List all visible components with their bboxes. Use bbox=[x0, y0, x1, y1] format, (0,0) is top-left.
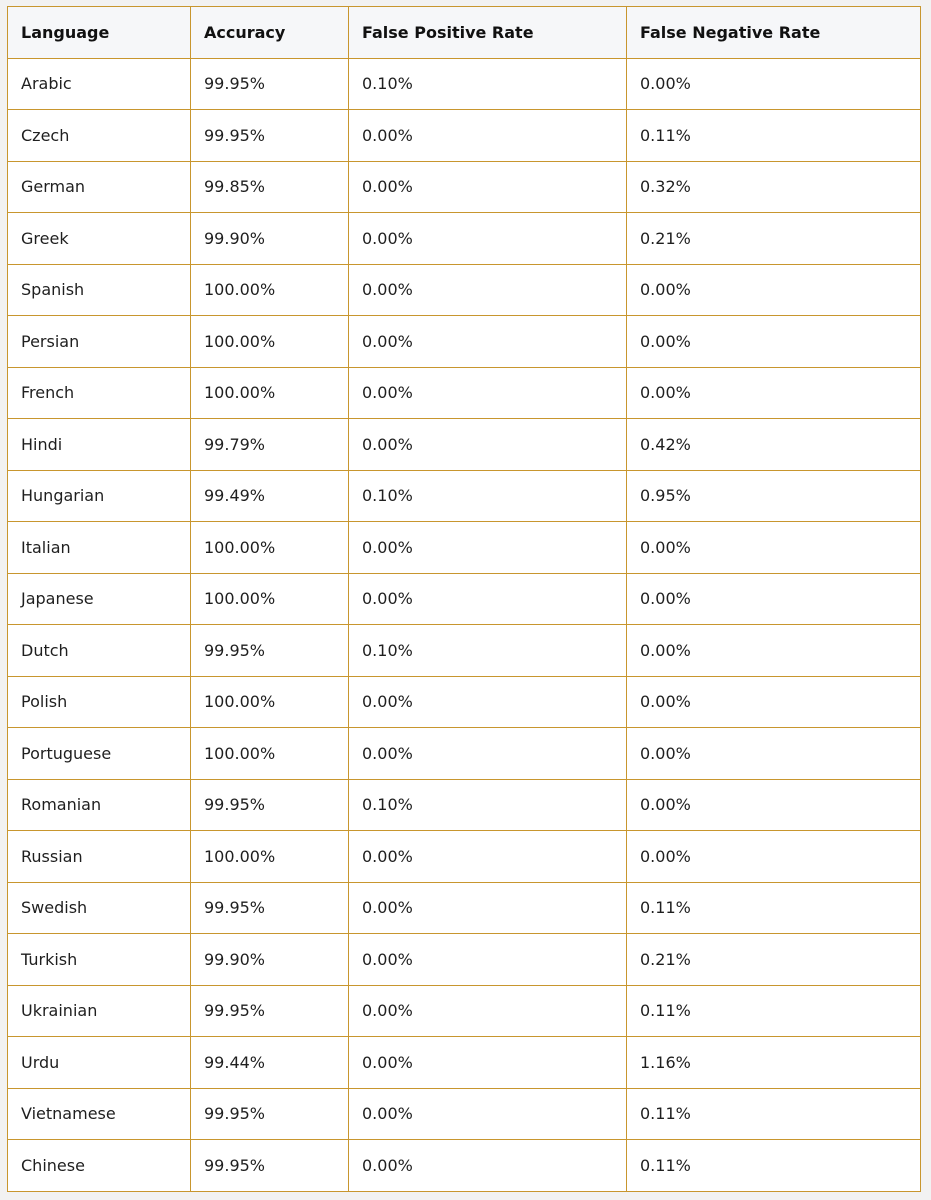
cell-false-negative-rate: 0.11% bbox=[627, 110, 921, 162]
cell-false-negative-rate: 0.11% bbox=[627, 1140, 921, 1192]
cell-false-positive-rate: 0.00% bbox=[349, 1140, 627, 1192]
table-row bbox=[8, 419, 921, 471]
cell-accuracy: 100.00% bbox=[191, 573, 349, 625]
cell-accuracy: 100.00% bbox=[191, 316, 349, 368]
cell-false-negative-rate: 0.00% bbox=[627, 779, 921, 831]
cell-false-positive-rate: 0.00% bbox=[349, 1088, 627, 1140]
cell-false-negative-rate: 0.00% bbox=[627, 58, 921, 110]
cell-false-negative-rate: 0.21% bbox=[627, 213, 921, 265]
cell-false-positive-rate: 0.00% bbox=[349, 522, 627, 574]
table-row bbox=[8, 573, 921, 625]
table-row bbox=[8, 110, 921, 162]
cell-false-negative-rate: 0.32% bbox=[627, 161, 921, 213]
cell-language: Turkish bbox=[8, 934, 191, 986]
cell-false-negative-rate: 0.95% bbox=[627, 470, 921, 522]
cell-language: Czech bbox=[8, 110, 191, 162]
cell-false-positive-rate: 0.00% bbox=[349, 728, 627, 780]
cell-language: Hindi bbox=[8, 419, 191, 471]
cell-false-negative-rate: 0.00% bbox=[627, 316, 921, 368]
cell-false-positive-rate: 0.00% bbox=[349, 1037, 627, 1089]
table-row bbox=[8, 625, 921, 677]
cell-accuracy: 99.95% bbox=[191, 985, 349, 1037]
cell-accuracy: 99.85% bbox=[191, 161, 349, 213]
table-row bbox=[8, 831, 921, 883]
cell-false-positive-rate: 0.00% bbox=[349, 573, 627, 625]
cell-language: Chinese bbox=[8, 1140, 191, 1192]
cell-false-positive-rate: 0.00% bbox=[349, 264, 627, 316]
header-false-positive-rate: False Positive Rate bbox=[349, 7, 627, 59]
cell-accuracy: 100.00% bbox=[191, 367, 349, 419]
table-row bbox=[8, 1037, 921, 1089]
cell-false-positive-rate: 0.00% bbox=[349, 831, 627, 883]
cell-false-positive-rate: 0.10% bbox=[349, 58, 627, 110]
cell-false-negative-rate: 0.00% bbox=[627, 676, 921, 728]
table-row bbox=[8, 161, 921, 213]
cell-language: Urdu bbox=[8, 1037, 191, 1089]
cell-false-positive-rate: 0.00% bbox=[349, 213, 627, 265]
cell-accuracy: 100.00% bbox=[191, 264, 349, 316]
results-table-container bbox=[7, 6, 920, 1192]
cell-language: Greek bbox=[8, 213, 191, 265]
cell-language: Ukrainian bbox=[8, 985, 191, 1037]
cell-false-negative-rate: 0.21% bbox=[627, 934, 921, 986]
cell-accuracy: 99.79% bbox=[191, 419, 349, 471]
table-row bbox=[8, 522, 921, 574]
cell-language: Vietnamese bbox=[8, 1088, 191, 1140]
cell-false-positive-rate: 0.00% bbox=[349, 985, 627, 1037]
cell-language: Portuguese bbox=[8, 728, 191, 780]
cell-false-negative-rate: 0.00% bbox=[627, 831, 921, 883]
cell-false-positive-rate: 0.00% bbox=[349, 316, 627, 368]
cell-false-negative-rate: 0.00% bbox=[627, 573, 921, 625]
cell-false-positive-rate: 0.00% bbox=[349, 419, 627, 471]
table-row bbox=[8, 779, 921, 831]
table-row bbox=[8, 58, 921, 110]
cell-false-negative-rate: 0.42% bbox=[627, 419, 921, 471]
cell-language: Swedish bbox=[8, 882, 191, 934]
table-row bbox=[8, 676, 921, 728]
table-row bbox=[8, 1088, 921, 1140]
cell-false-positive-rate: 0.00% bbox=[349, 367, 627, 419]
cell-language: German bbox=[8, 161, 191, 213]
header-accuracy: Accuracy bbox=[191, 7, 349, 59]
cell-accuracy: 99.90% bbox=[191, 934, 349, 986]
cell-accuracy: 99.95% bbox=[191, 110, 349, 162]
cell-false-positive-rate: 0.00% bbox=[349, 882, 627, 934]
table-header-row bbox=[8, 7, 921, 59]
cell-false-positive-rate: 0.00% bbox=[349, 161, 627, 213]
cell-false-positive-rate: 0.00% bbox=[349, 676, 627, 728]
cell-accuracy: 99.44% bbox=[191, 1037, 349, 1089]
table-row bbox=[8, 934, 921, 986]
table-row bbox=[8, 367, 921, 419]
table-row bbox=[8, 728, 921, 780]
cell-language: Hungarian bbox=[8, 470, 191, 522]
cell-false-positive-rate: 0.10% bbox=[349, 625, 627, 677]
cell-false-negative-rate: 0.00% bbox=[627, 367, 921, 419]
cell-language: Arabic bbox=[8, 58, 191, 110]
cell-language: Persian bbox=[8, 316, 191, 368]
cell-false-negative-rate: 0.00% bbox=[627, 625, 921, 677]
cell-accuracy: 100.00% bbox=[191, 831, 349, 883]
table-row bbox=[8, 470, 921, 522]
cell-accuracy: 99.95% bbox=[191, 779, 349, 831]
table-row bbox=[8, 985, 921, 1037]
language-metrics-table bbox=[7, 6, 921, 1192]
cell-language: Italian bbox=[8, 522, 191, 574]
cell-language: Romanian bbox=[8, 779, 191, 831]
cell-false-positive-rate: 0.10% bbox=[349, 779, 627, 831]
cell-false-negative-rate: 0.11% bbox=[627, 882, 921, 934]
cell-false-negative-rate: 0.00% bbox=[627, 728, 921, 780]
cell-false-negative-rate: 1.16% bbox=[627, 1037, 921, 1089]
cell-false-positive-rate: 0.10% bbox=[349, 470, 627, 522]
cell-accuracy: 100.00% bbox=[191, 728, 349, 780]
cell-false-negative-rate: 0.00% bbox=[627, 264, 921, 316]
cell-accuracy: 99.95% bbox=[191, 1140, 349, 1192]
cell-language: Russian bbox=[8, 831, 191, 883]
cell-false-negative-rate: 0.00% bbox=[627, 522, 921, 574]
cell-language: Dutch bbox=[8, 625, 191, 677]
table-row bbox=[8, 213, 921, 265]
cell-language: French bbox=[8, 367, 191, 419]
cell-accuracy: 100.00% bbox=[191, 676, 349, 728]
cell-false-negative-rate: 0.11% bbox=[627, 985, 921, 1037]
header-false-negative-rate: False Negative Rate bbox=[627, 7, 921, 59]
header-language: Language bbox=[8, 7, 191, 59]
cell-accuracy: 99.49% bbox=[191, 470, 349, 522]
table-row bbox=[8, 264, 921, 316]
cell-accuracy: 99.95% bbox=[191, 1088, 349, 1140]
table-row bbox=[8, 1140, 921, 1192]
table-row bbox=[8, 316, 921, 368]
cell-language: Japanese bbox=[8, 573, 191, 625]
cell-accuracy: 99.95% bbox=[191, 625, 349, 677]
cell-false-positive-rate: 0.00% bbox=[349, 110, 627, 162]
cell-false-negative-rate: 0.11% bbox=[627, 1088, 921, 1140]
cell-accuracy: 99.90% bbox=[191, 213, 349, 265]
cell-false-positive-rate: 0.00% bbox=[349, 934, 627, 986]
cell-accuracy: 100.00% bbox=[191, 522, 349, 574]
cell-accuracy: 99.95% bbox=[191, 882, 349, 934]
table-body bbox=[8, 58, 921, 1191]
cell-language: Polish bbox=[8, 676, 191, 728]
table-row bbox=[8, 882, 921, 934]
cell-accuracy: 99.95% bbox=[191, 58, 349, 110]
cell-language: Spanish bbox=[8, 264, 191, 316]
